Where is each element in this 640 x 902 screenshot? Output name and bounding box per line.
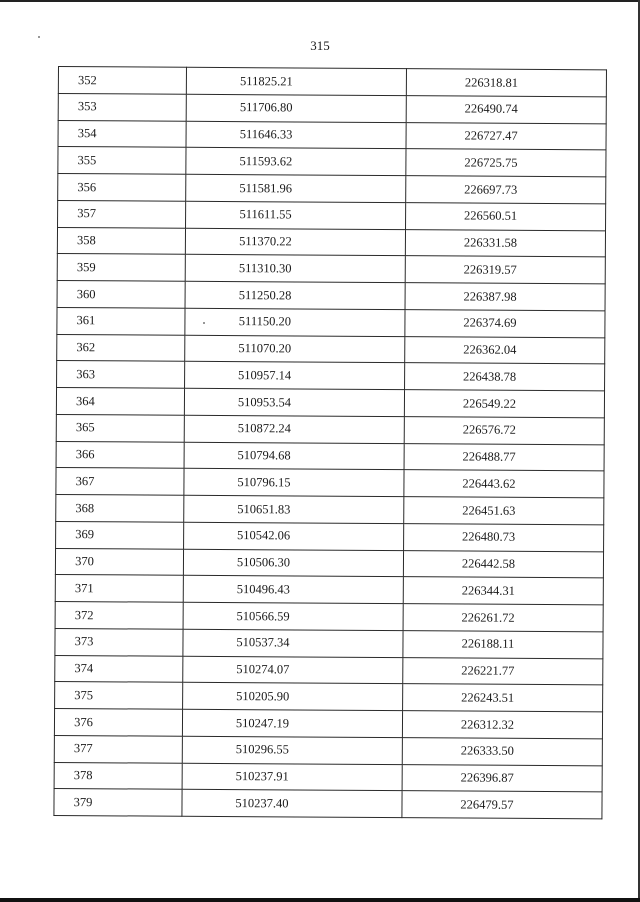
y-coordinate-cell: 226560.51 (406, 202, 606, 230)
y-coordinate-cell: 226451.63 (404, 497, 604, 525)
table-row (57, 254, 605, 284)
page-number: 315 (310, 38, 330, 53)
y-coordinate-cell: 226331.58 (405, 229, 605, 257)
point-index-cell: 360 (57, 280, 185, 308)
table-row (58, 200, 606, 230)
y-coordinate-cell: 226344.31 (403, 577, 603, 605)
point-index-cell: 366 (56, 441, 184, 469)
y-coordinate-cell: 226443.62 (404, 470, 604, 498)
page-edge-bottom (0, 898, 640, 902)
x-coordinate-cell: 510953.54 (184, 388, 404, 416)
table-row (54, 735, 602, 765)
y-coordinate-cell: 226243.51 (403, 684, 603, 712)
table-row (58, 147, 606, 177)
point-index-cell: 378 (54, 762, 182, 790)
table-row (58, 93, 606, 123)
x-coordinate-cell: 511706.80 (186, 94, 406, 122)
table-row (55, 601, 603, 631)
y-coordinate-cell: 226549.22 (404, 390, 604, 418)
point-index-cell: 358 (57, 227, 185, 255)
point-index-cell: 359 (57, 254, 185, 282)
coordinate-table-wrap (53, 66, 606, 819)
x-coordinate-cell: 510872.24 (184, 415, 404, 443)
x-coordinate-cell: 510537.34 (183, 629, 403, 657)
point-index-cell: 352 (58, 67, 186, 95)
x-coordinate-cell: 510247.19 (182, 709, 402, 737)
table-row (57, 280, 605, 310)
y-coordinate-cell: 226396.87 (402, 764, 602, 792)
point-index-cell: 373 (55, 628, 183, 656)
point-index-cell: 362 (57, 334, 185, 362)
table-row (56, 494, 604, 524)
y-coordinate-cell: 226362.04 (405, 336, 605, 364)
table-row (56, 521, 604, 551)
table-row (58, 120, 606, 150)
x-coordinate-cell: 511250.28 (185, 281, 405, 309)
point-index-cell: 365 (56, 414, 184, 442)
x-coordinate-cell: 510796.15 (184, 469, 404, 497)
y-coordinate-cell: 226312.32 (402, 711, 602, 739)
x-coordinate-cell: 510651.83 (184, 495, 404, 523)
y-coordinate-cell: 226188.11 (403, 630, 603, 658)
point-index-cell: 369 (56, 521, 184, 549)
point-index-cell: 374 (55, 655, 183, 683)
x-coordinate-cell: 510205.90 (183, 683, 403, 711)
point-index-cell: 368 (56, 494, 184, 522)
table-row (56, 414, 604, 444)
coordinate-table (53, 66, 607, 819)
point-index-cell: 371 (55, 575, 183, 603)
y-coordinate-cell: 226319.57 (405, 256, 605, 284)
table-row (57, 307, 605, 337)
y-coordinate-cell: 226479.57 (402, 791, 602, 819)
y-coordinate-cell: 226697.73 (406, 176, 606, 204)
point-index-cell: 364 (56, 387, 184, 415)
y-coordinate-cell: 226480.73 (404, 523, 604, 551)
x-coordinate-cell: 511593.62 (186, 148, 406, 176)
y-coordinate-cell: 226442.58 (403, 550, 603, 578)
table-row (57, 227, 605, 257)
y-coordinate-cell: 226490.74 (406, 95, 606, 123)
y-coordinate-cell: 226727.47 (406, 122, 606, 150)
x-coordinate-cell: 511611.55 (186, 201, 406, 229)
point-index-cell: 370 (55, 548, 183, 576)
point-index-cell: 361 (57, 307, 185, 335)
x-coordinate-cell: 510237.91 (182, 763, 402, 791)
table-row (55, 575, 603, 605)
y-coordinate-cell: 226488.77 (404, 443, 604, 471)
y-coordinate-cell: 226374.69 (405, 309, 605, 337)
y-coordinate-cell: 226387.98 (405, 283, 605, 311)
point-index-cell: 379 (54, 789, 182, 817)
x-coordinate-cell: 510542.06 (184, 522, 404, 550)
x-coordinate-cell: 510237.40 (182, 790, 402, 818)
x-coordinate-cell: 510496.43 (183, 576, 403, 604)
point-index-cell: 376 (54, 708, 182, 736)
point-index-cell: 353 (58, 93, 186, 121)
table-row (58, 174, 606, 204)
x-coordinate-cell: 510296.55 (182, 736, 402, 764)
table-row (58, 67, 606, 97)
table-row (54, 762, 602, 792)
table-row (55, 682, 603, 712)
point-index-cell: 372 (55, 601, 183, 629)
point-index-cell: 363 (57, 361, 185, 389)
x-coordinate-cell: 511070.20 (185, 335, 405, 363)
point-index-cell: 367 (56, 468, 184, 496)
x-coordinate-cell: 510794.68 (184, 442, 404, 470)
point-index-cell: 375 (55, 682, 183, 710)
y-coordinate-cell: 226261.72 (403, 604, 603, 632)
table-row (57, 361, 605, 391)
point-index-cell: 355 (58, 147, 186, 175)
table-row (56, 387, 604, 417)
point-index-cell: 354 (58, 120, 186, 148)
y-coordinate-cell: 226221.77 (403, 657, 603, 685)
x-coordinate-cell: 510506.30 (183, 549, 403, 577)
y-coordinate-cell: 226576.72 (404, 416, 604, 444)
x-coordinate-cell: 511646.33 (186, 121, 406, 149)
table-row (56, 468, 604, 498)
page-edge-top (0, 0, 640, 2)
table-row (55, 655, 603, 685)
table-row (56, 441, 604, 471)
y-coordinate-cell: 226333.50 (402, 737, 602, 765)
x-coordinate-cell: 511150.20 (185, 308, 405, 336)
point-index-cell: 357 (58, 200, 186, 228)
x-coordinate-cell: 510274.07 (183, 656, 403, 684)
x-coordinate-cell: 510957.14 (185, 362, 405, 390)
coordinate-table-body (54, 67, 607, 819)
point-index-cell: 377 (54, 735, 182, 763)
x-coordinate-cell: 511370.22 (185, 228, 405, 256)
x-coordinate-cell: 510566.59 (183, 602, 403, 630)
y-coordinate-cell: 226438.78 (405, 363, 605, 391)
point-index-cell: 356 (58, 174, 186, 202)
x-coordinate-cell: 511310.30 (185, 255, 405, 283)
table-row (55, 548, 603, 578)
table-row (54, 789, 602, 819)
x-coordinate-cell: 511581.96 (186, 174, 406, 202)
table-row (55, 628, 603, 658)
table-row (57, 334, 605, 364)
y-coordinate-cell: 226318.81 (406, 69, 606, 97)
y-coordinate-cell: 226725.75 (406, 149, 606, 177)
x-coordinate-cell: 511825.21 (186, 67, 406, 95)
table-row (54, 708, 602, 738)
